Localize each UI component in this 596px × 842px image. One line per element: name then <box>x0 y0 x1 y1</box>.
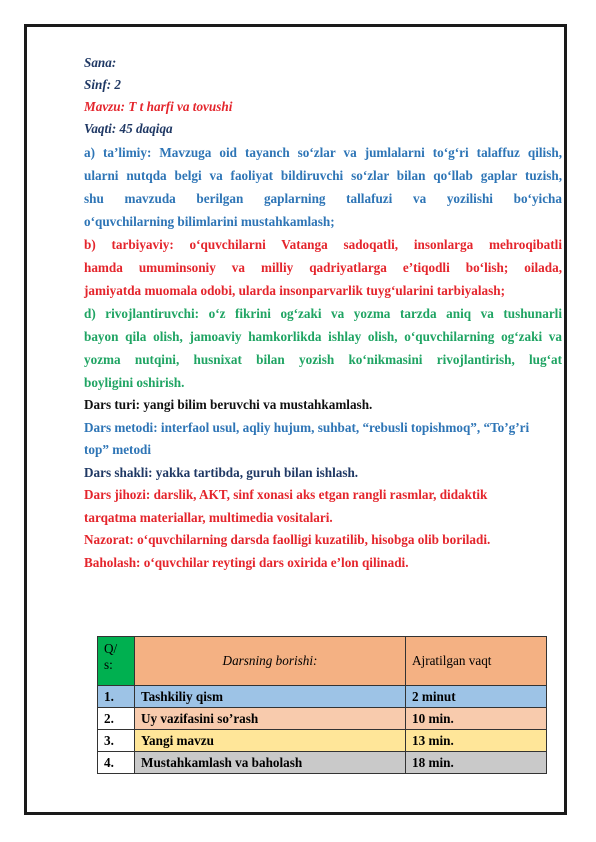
lesson-form: Dars shakli: yakka tartibda, guruh bilan ishlash. <box>84 464 359 480</box>
goal-upbringing <box>84 233 562 302</box>
date-label: Sana: <box>84 55 117 70</box>
lesson-control: Nazorat: o‘quvchilarning darsda faolligi kuzatilib, hisobga olib boriladi. <box>84 532 491 547</box>
grade-label: Sinf: 2 <box>84 77 122 92</box>
goal-a-line: ularni nutqda belgi va faoliyat bildiruvchi so‘zlar bilan qo‘llab gaplar tuzish, <box>84 168 562 183</box>
table-row <box>98 752 547 774</box>
lesson-equipment-line: Dars jihozi: darslik, AKT, sinf xonasi aks etgan rangli rasmlar, didaktik <box>84 487 488 502</box>
lesson-equipment <box>84 484 562 529</box>
goal-a-line: a) ta’limiy: Mavzuga oid tayanch so‘zlar va jumlalarni to‘g‘ri talaffuz qilish, <box>84 145 562 160</box>
table-row <box>98 730 547 752</box>
lesson-plan-text <box>84 52 562 574</box>
goal-a-line: shu mavzuda berilgan gaplarning tallafuzi va yozilishi bo‘yicha <box>84 191 562 206</box>
header-number: Q/ s: <box>98 637 135 686</box>
goal-a-line: o‘quvchilarning bilimlarini mustahkamlash; <box>84 214 335 229</box>
goal-d-line: yozma nutqini, husnixat bilan yozish ko‘nikmasini rivojlantirish, lug‘at <box>84 352 562 367</box>
row-stage: Tashkiliy qism <box>135 686 406 708</box>
row-number: 1. <box>98 686 135 708</box>
lesson-method <box>84 417 562 462</box>
lesson-type: Dars turi: yangi bilim beruvchi va mustahkamlash. <box>84 397 373 412</box>
row-stage: Yangi mavzu <box>135 730 406 752</box>
row-number: 2. <box>98 708 135 730</box>
header-progress: Darsning borishi: <box>135 637 406 686</box>
lesson-assessment: Baholash: o‘quvchilar reytingi dars oxirida e’lon qilinadi. <box>84 554 409 570</box>
row-stage: Mustahkamlash va baholash <box>135 752 406 774</box>
table-header-row <box>98 637 547 686</box>
row-time: 2 minut <box>406 686 547 708</box>
goal-educational <box>84 141 562 233</box>
topic-label: Mavzu: T t harfi va tovushi <box>84 99 233 114</box>
goal-b-line: b) tarbiyaviy: o‘quvchilarni Vatanga sadoqatli, insonlarga mehroqibatli <box>84 237 562 252</box>
goal-d-line: d) rivojlantiruvchi: o‘z fikrini og‘zaki va yozma tarzda aniq va tushunarli <box>84 306 562 321</box>
table-row <box>98 708 547 730</box>
goal-b-line: hamda umuminsoniy va milliy qadriyatlarga e’tiqodli bo‘lish; oilada, <box>84 260 562 275</box>
header-time: Ajratilgan vaqt <box>406 637 547 686</box>
row-time: 18 min. <box>406 752 547 774</box>
goal-d-line: boyligini oshirish. <box>84 375 185 390</box>
lesson-method-line: Dars metodi: interfaol usul, aqliy hujum, suhbat, “rebusli topishmoq”, “To’g’ri <box>84 419 530 435</box>
lesson-method-line: top” metodi <box>84 442 152 457</box>
row-time: 13 min. <box>406 730 547 752</box>
row-number: 3. <box>98 730 135 752</box>
goal-b-line: jamiyatda muomala odobi, ularda insonparvarlik tuyg‘ularini tarbiyalash; <box>84 283 505 298</box>
goal-developmental <box>84 302 562 394</box>
row-time: 10 min. <box>406 708 547 730</box>
table-row <box>98 686 547 708</box>
row-stage: Uy vazifasini so’rash <box>135 708 406 730</box>
lesson-equipment-line: tarqatma materiallar, multimedia vositalari. <box>84 509 333 525</box>
lesson-progress-table <box>97 636 547 774</box>
time-label: Vaqti: 45 daqiqa <box>84 121 173 136</box>
row-number: 4. <box>98 752 135 774</box>
goal-d-line: bayon qila olish, jamoaviy hamkorlikda ishlay olish, o‘quvchilarning og‘zaki va <box>84 329 562 344</box>
